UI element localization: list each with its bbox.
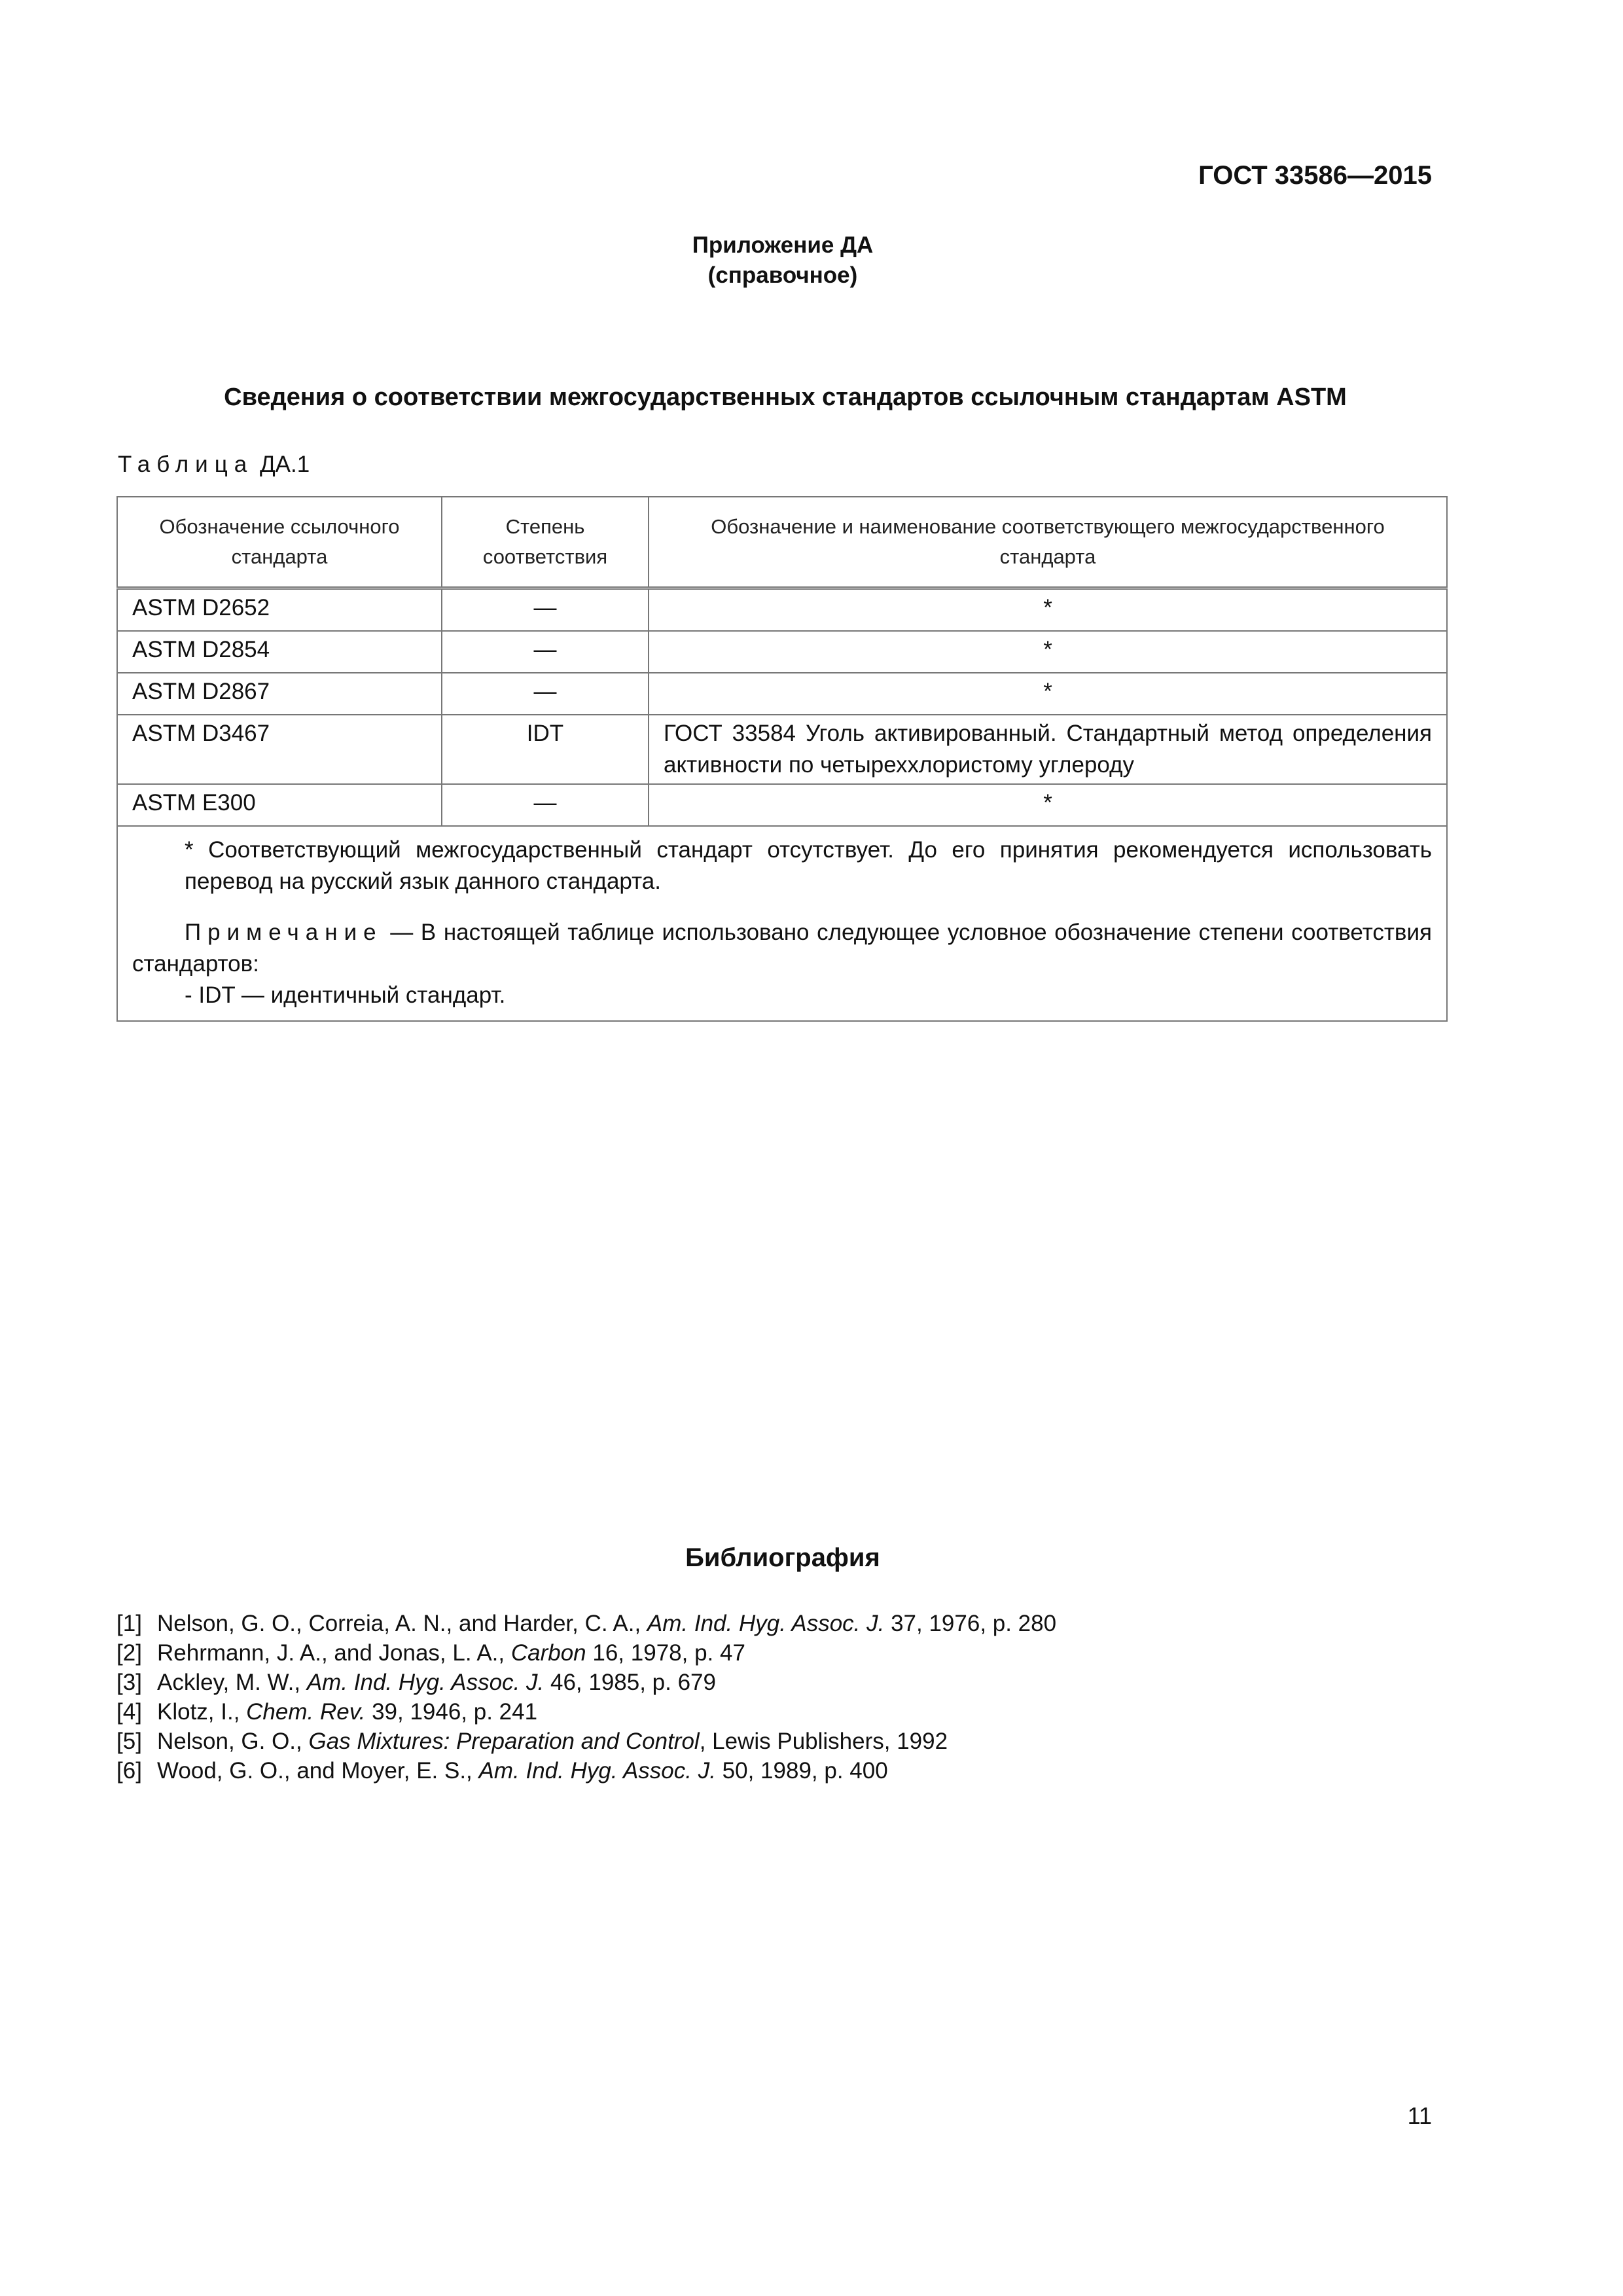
table-caption-word: Таблица xyxy=(118,452,254,477)
document-id: ГОСТ 33586—2015 xyxy=(1198,161,1432,190)
note-item: - IDT — идентичный стандарт. xyxy=(185,982,506,1008)
appendix-subtitle: (справочное) xyxy=(707,262,858,288)
cell-degree: — xyxy=(442,588,649,632)
ref-details: , Lewis Publishers, 1992 xyxy=(699,1729,948,1754)
table-caption-number: ДА.1 xyxy=(259,452,310,477)
bibliography-item xyxy=(116,1756,1056,1785)
table-notes xyxy=(117,826,1447,1021)
cell-degree: — xyxy=(442,784,649,826)
ref-authors: Nelson, G. O., xyxy=(157,1729,309,1754)
header-gost-standard: Обозначение и наименование соответствующего межгосударственного стандарта xyxy=(649,497,1447,588)
table-row xyxy=(117,784,1447,826)
cell-degree: IDT xyxy=(442,715,649,784)
appendix-heading xyxy=(0,230,1565,291)
ref-number: [2] xyxy=(116,1640,142,1666)
ref-details: 46, 1985, p. 679 xyxy=(544,1670,716,1695)
ref-number: [4] xyxy=(116,1699,142,1725)
note-label: Примечание xyxy=(185,920,383,945)
table-row xyxy=(117,588,1447,632)
ref-authors: Wood, G. O., and Moyer, E. S., xyxy=(157,1758,479,1784)
cell-ref: ASTM D3467 xyxy=(117,715,442,784)
ref-number: [3] xyxy=(116,1670,142,1695)
ref-journal: Am. Ind. Hyg. Assoc. J. xyxy=(306,1670,544,1695)
cell-degree: — xyxy=(442,631,649,673)
bibliography-item xyxy=(116,1668,1056,1697)
ref-number: [6] xyxy=(116,1758,142,1784)
cell-ref: ASTM D2867 xyxy=(117,673,442,715)
header-ref-standard: Обозначение ссылочного стандарта xyxy=(117,497,442,588)
ref-journal: Chem. Rev. xyxy=(246,1699,366,1725)
appendix-title: Приложение ДА xyxy=(692,232,874,258)
table-row xyxy=(117,631,1447,673)
ref-details: 39, 1946, p. 241 xyxy=(365,1699,538,1725)
table-row xyxy=(117,715,1447,784)
cell-gost: ГОСТ 33584 Уголь активированный. Стандартный метод определения активности по четыреххлористому углероду xyxy=(649,715,1447,784)
bibliography-title: Библиография xyxy=(685,1543,880,1572)
bibliography-list xyxy=(116,1609,1056,1785)
cell-ref: ASTM D2854 xyxy=(117,631,442,673)
cell-gost: * xyxy=(649,673,1447,715)
table-notes-row xyxy=(117,826,1447,1021)
cell-ref: ASTM E300 xyxy=(117,784,442,826)
ref-journal: Carbon xyxy=(510,1640,586,1666)
ref-details: 16, 1978, p. 47 xyxy=(586,1640,745,1666)
cell-gost: * xyxy=(649,588,1447,632)
table-note xyxy=(132,917,1432,980)
bibliography-item xyxy=(116,1609,1056,1638)
ref-journal: Am. Ind. Hyg. Assoc. J. xyxy=(478,1758,716,1784)
table-row xyxy=(117,673,1447,715)
ref-details: 37, 1976, p. 280 xyxy=(884,1611,1057,1636)
note-text: — В настоящей таблице использовано следующее условное обозначение степени соответствия стандартов: xyxy=(132,920,1432,977)
ref-number: [5] xyxy=(116,1729,142,1754)
cell-gost: * xyxy=(649,631,1447,673)
header-degree: Степень соответствия xyxy=(442,497,649,588)
ref-authors: Rehrmann, J. A., and Jonas, L. A., xyxy=(157,1640,511,1666)
bibliography-item xyxy=(116,1727,1056,1756)
ref-authors: Nelson, G. O., Correia, A. N., and Harder, C. A., xyxy=(157,1611,647,1636)
ref-journal: Am. Ind. Hyg. Assoc. J. xyxy=(647,1611,885,1636)
ref-details: 50, 1989, p. 400 xyxy=(715,1758,888,1784)
bibliography-item xyxy=(116,1638,1056,1668)
cell-gost: * xyxy=(649,784,1447,826)
table-header-row xyxy=(117,497,1447,588)
section-title: Сведения о соответствии межгосударственных стандартов ссылочным стандартам ASTM xyxy=(224,384,1347,411)
standards-table xyxy=(116,496,1448,1022)
page-number: 11 xyxy=(1407,2102,1432,2129)
ref-journal: Gas Mixtures: Preparation and Control xyxy=(308,1729,700,1754)
table-footnote: * Соответствующий межгосударственный стандарт отсутствует. До его принятия рекомендуется использовать перевод на русский язык данного стандарта. xyxy=(185,837,1432,894)
ref-number: [1] xyxy=(116,1611,142,1636)
cell-ref: ASTM D2652 xyxy=(117,588,442,632)
ref-authors: Ackley, M. W., xyxy=(157,1670,307,1695)
bibliography-item xyxy=(116,1697,1056,1727)
ref-authors: Klotz, I., xyxy=(157,1699,247,1725)
cell-degree: — xyxy=(442,673,649,715)
table-caption xyxy=(118,452,310,478)
